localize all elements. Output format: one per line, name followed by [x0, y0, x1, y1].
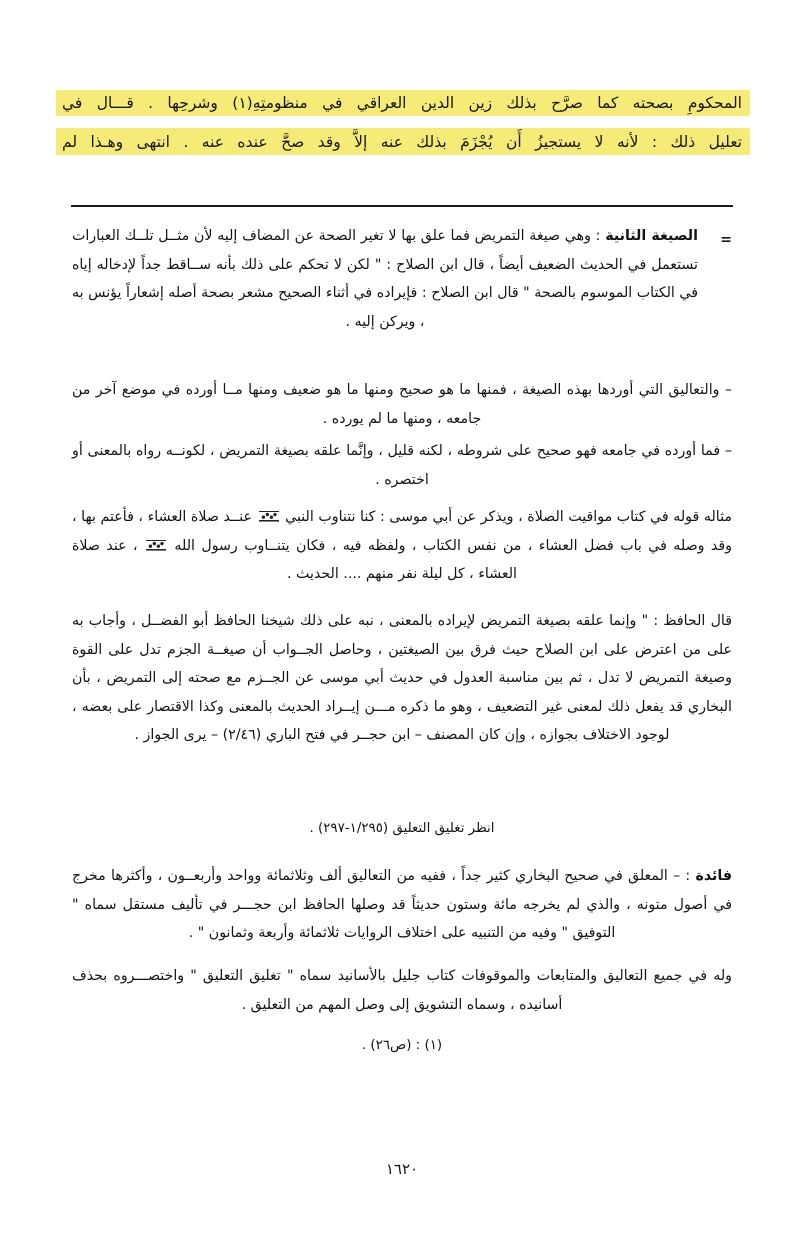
paragraph-walahu-fi-jami-text: وله في جميع التعاليق والمتابعات والموقوفات كتاب جليل بالأسانيد سماه " تغليق التعليق " واختصـــروه بحذف أسانيده ، وسماه التشويق إلى وصل المهم من التعليق .	[72, 968, 732, 1013]
salla-allahu-alayhi-wa-sallam-icon	[146, 539, 166, 552]
paragraph-fama-awradahu-text: – فما أورده في جامعه فهو صحيح على شروطه ، لكنه قليل ، وإنَّما علقه بصيغة التمريض ، لكونــه رواه بالمعنى أو اختصره .	[72, 443, 732, 488]
footnote-1	[72, 1032, 732, 1059]
paragraph-taaliq-awradaha-text: – والتعاليق التي أوردها بهذه الصيغة ، فمنها ما هو صحيح ومنها ما هو ضعيف ومنها مــا أورده في موضع آخر من جامعه ، ومنها ما لم يورده .	[72, 382, 732, 427]
paragraph-mithaluhu-qawluhu	[72, 503, 732, 589]
paragraph-walahu-fi-jami	[72, 962, 732, 1019]
page-number: ١٦٢٠	[385, 1160, 419, 1178]
paragraph-bold-lead: الصيغة الثانية	[605, 228, 699, 244]
paragraph-faida-text: فائدة : – المعلق في صحيح البخاري كثير جداً ، ففيه من التعاليق ألف وثلاثمائة وواحد وأربعــون ، وأكثرها مخرج في أصول متونه ، والذي لم يخرجه مائة وستون حديثاً قد وصلها الحافظ ابن حجـــر في تأليف مستقل سماه " التوفيق " وفيه من التنبيه على اختلاف الروايات ثلاثمائة وأربعة وثمانون " .	[72, 868, 732, 941]
paragraph-fama-awradahu	[72, 437, 732, 494]
paragraph-sigha-thaniya-text: : وهي صيغة التمريض فما علق بها لا تغير الصحة عن المضاف إليه لأن مثــل تلــك العبارات تستعمل في الحديث الضعيف أيضاً ، قال ابن الصلاح : " لكن لا تحكم على ذلك بأنه ســاقط جداً لإدخاله إياه في الكتاب الموسوم بالصحة " قال ابن الصلاح : فإيراده في أثناء الصحيح مشعر بصحة أصله إشعاراً يؤنس به ، ويركن إليه .	[72, 228, 698, 330]
footnote-1-text: (١) : (ص٢٦) .	[361, 1038, 443, 1053]
section-divider-rule	[71, 205, 733, 207]
salla-allahu-alayhi-wa-sallam-icon	[259, 510, 279, 523]
paragraph-faida	[72, 862, 732, 948]
paragraph-unzur-taghliq-text: انظر تغليق التعليق (١/٢٩٥-٢٩٧) .	[309, 821, 495, 836]
paragraph-sigha-thaniya	[72, 222, 732, 336]
paragraph-faida-bold-lead: فائدة	[695, 868, 732, 884]
highlighted-line-1-text: المحكومِ بصحته كما صرَّح بذلك زين الدين العراقي في منظومتِهِ(١) وشرحِها . قـــال في	[62, 94, 742, 112]
paragraph-qala-alhafiz-text: قال الحافظ : " وإنما علقه بصيغة التمريض لإيراده بالمعنى ، نبه على ذلك شيخنا الحافظ أبو الفضــل ، وأجاب به على من اعترض على ابن الصلاح حيث فرق بين الصيغتين ، وحاصل الجــواب أن صيغــة الجزم تدل على القوة وصيغة التمريض لا تدل ، ثم بين مناسبة العدول في حديث أبي موسى عن الجــزم مع صحته إلى التمريض ، بأن البخاري قد يفعل ذلك لمعنى غير التضعيف ، وهو ما ذكره مـــن إيــراد الحديث بالمعنى وكذا الاقتصار على بعضه ، لوجود الاختلاف بجوازه ، وإن كان المصنف – ابن حجــر في فتح الباري (٢/٤٦) – يرى الجواز .	[72, 613, 732, 743]
paragraph-taaliq-awradaha	[72, 376, 732, 433]
paragraph-mithaluhu-qawluhu-text: مثاله قوله في كتاب مواقيت الصلاة ، ويذكر عن أبي موسى : كنا نتناوب النبي عنــد صلاة العشاء ، فأعتم بها ، وقد وصله في باب فضل العشاء ، من نفس الكتاب ، ولفظه فيه ، فكان يتنــاوب رسول الله ، عند صلاة العشاء ، كل ليلة نفر منهم .... الحديث .	[72, 509, 732, 582]
highlighted-line-2	[62, 127, 742, 157]
bullet-dash-marker: =	[720, 232, 732, 248]
highlighted-line-2-text: تعليل ذلك : لأنه لا يستجيزُ أَن يُجْزَمَ بذلك عنه إلاَّ وقد صحَّ عنده عنه . انتهى وهـذا لم	[62, 133, 742, 151]
highlighted-header	[62, 88, 742, 157]
highlighted-line-1	[62, 88, 742, 118]
paragraph-unzur-taghliq	[72, 815, 732, 842]
paragraph-qala-alhafiz	[72, 607, 732, 750]
